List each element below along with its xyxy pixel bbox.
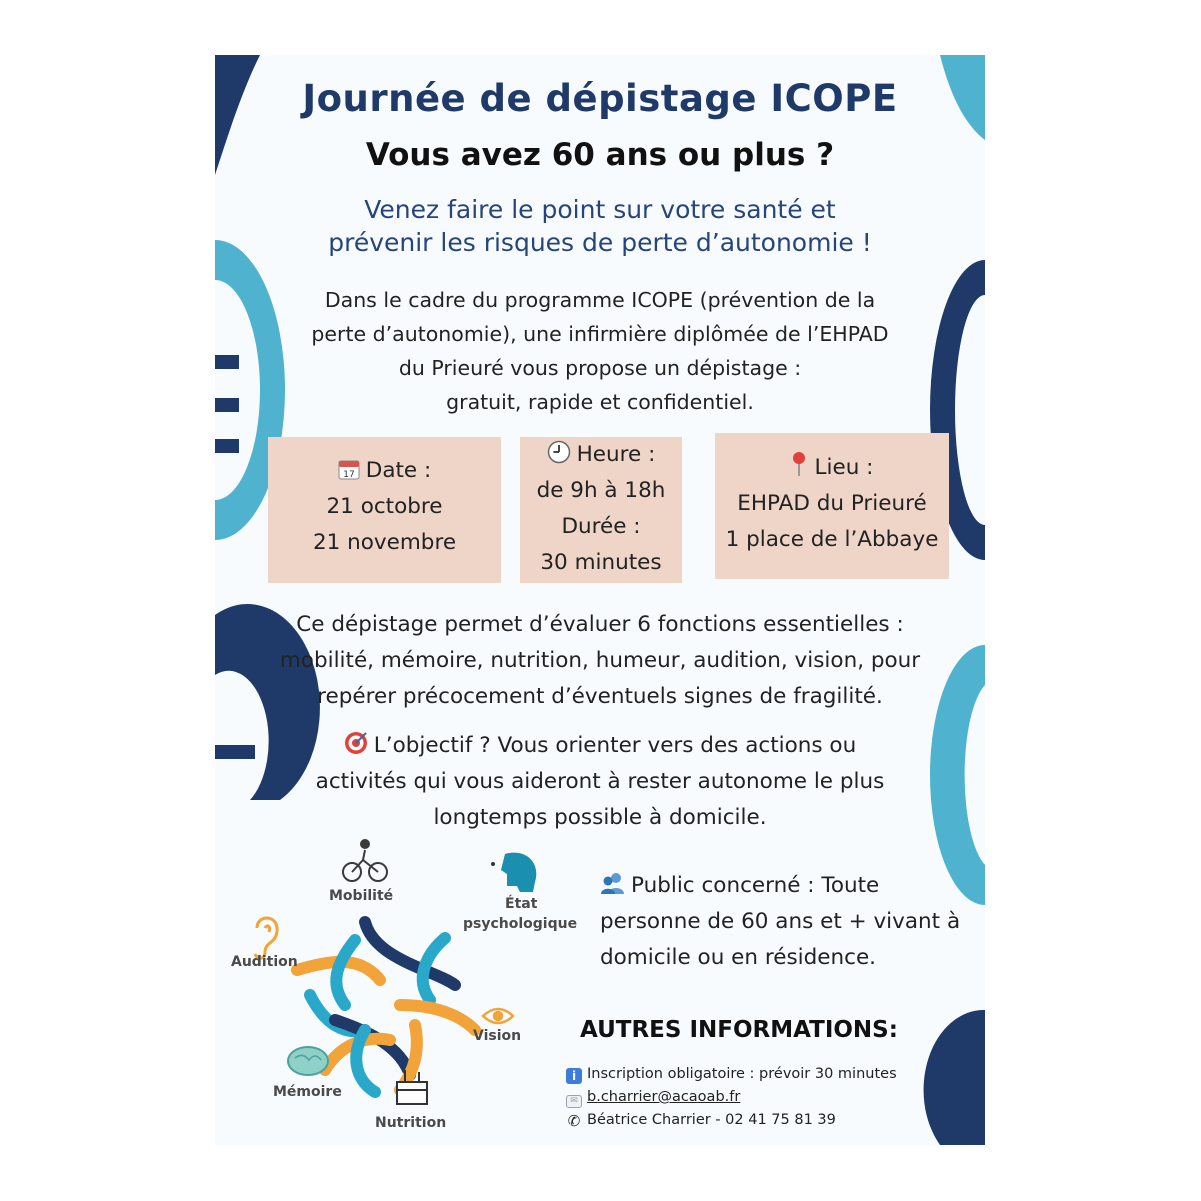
public-text-1: Public concerné : Toute — [631, 873, 880, 898]
eye-icon — [483, 1009, 513, 1023]
deco-navy-bar-left-4 — [215, 745, 255, 759]
phone-text: Béatrice Charrier - 02 41 75 81 39 — [587, 1112, 836, 1128]
intro-paragraph — [285, 283, 915, 419]
label-psychologique: psychologique — [463, 916, 578, 932]
phone-icon: ✆ — [567, 1112, 581, 1130]
other-info-title: AUTRES INFORMATIONS: — [580, 1017, 898, 1043]
functions-graphic — [215, 830, 580, 1140]
evaluation-line-3: repérer précocement d’éventuels signes de fragilité. — [317, 684, 883, 709]
objective-paragraph — [285, 728, 915, 836]
objective-line-3: longtemps possible à domicile. — [433, 805, 767, 830]
deco-navy-bar-left-2 — [215, 398, 239, 412]
label-memoire: Mémoire — [273, 1084, 342, 1100]
objective-line-1 — [285, 728, 915, 764]
time-box — [520, 437, 682, 583]
place-address: 1 place de l’Abbaye — [725, 527, 939, 552]
objective-text-1: L’objectif ? Vous orienter vers des actions ou — [373, 733, 857, 758]
evaluation-line-1: Ce dépistage permet d’évaluer 6 fonctions essentielles : — [296, 612, 904, 637]
email-info — [566, 1089, 946, 1108]
pin-icon — [791, 451, 807, 477]
public-line-3: domicile ou en résidence. — [600, 945, 877, 970]
label-audition: Audition — [231, 954, 298, 970]
date-value-2: 21 novembre — [312, 530, 457, 555]
public-paragraph — [600, 868, 970, 976]
date-value-1: 21 octobre — [326, 494, 443, 519]
place-box — [715, 433, 949, 579]
envelope-icon: ✉ — [566, 1095, 582, 1108]
ear-icon — [255, 918, 277, 958]
label-nutrition: Nutrition — [375, 1115, 447, 1131]
tagline-line-1: Venez faire le point sur votre santé et — [364, 195, 836, 224]
tagline — [255, 193, 945, 259]
public-line-1 — [600, 868, 970, 904]
date-heading — [268, 453, 501, 489]
evaluation-line-2: mobilité, mémoire, nutrition, humeur, audition, vision, pour — [279, 648, 921, 673]
objective-line-2: activités qui vous aideront à rester autonome le plus — [315, 769, 885, 794]
place-heading — [715, 450, 949, 486]
svg-text:17: 17 — [343, 470, 355, 480]
tagline-line-2: prévenir les risques de perte d’autonomie ! — [328, 228, 872, 257]
evaluation-paragraph — [265, 607, 935, 715]
duration-label: Durée : — [561, 514, 641, 539]
page-title: Journée de dépistage ICOPE — [302, 77, 898, 120]
time-value: de 9h à 18h — [536, 478, 666, 503]
time-heading — [520, 437, 682, 473]
page-subtitle: Vous avez 60 ans ou plus ? — [365, 137, 835, 173]
label-vision: Vision — [473, 1028, 522, 1044]
deco-navy-bar-left-3 — [215, 439, 239, 453]
registration-info — [566, 1066, 946, 1084]
intro-line-3: du Prieuré vous propose un dépistage : — [398, 356, 802, 380]
public-line-2: personne de 60 ans et + vivant à — [600, 909, 961, 934]
date-box — [268, 437, 501, 583]
time-label: Heure : — [576, 442, 656, 467]
deco-navy-bar-left-1 — [215, 355, 239, 369]
bike-icon — [343, 840, 387, 881]
place-name: EHPAD du Prieuré — [737, 491, 927, 516]
intro-line-2: perte d’autonomie), une infirmière diplômée de l’EHPAD — [311, 322, 889, 346]
info-icon: i — [566, 1068, 582, 1084]
head-icon — [491, 853, 536, 892]
registration-text: Inscription obligatoire : prévoir 30 minutes — [587, 1066, 897, 1082]
date-label: Date : — [365, 458, 432, 483]
label-etat: État — [505, 896, 538, 912]
functions-diagram — [215, 830, 580, 1140]
place-label: Lieu : — [814, 455, 874, 480]
arc-teal-top-left — [336, 940, 355, 1005]
duration-value: 30 minutes — [540, 550, 662, 575]
phone-info — [566, 1112, 946, 1129]
deco-teal-arc-right — [930, 645, 985, 905]
label-mobilite: Mobilité — [329, 888, 394, 904]
target-icon — [344, 731, 368, 755]
intro-line-4: gratuit, rapide et confidentiel. — [446, 390, 754, 414]
calendar-icon — [338, 458, 360, 480]
intro-line-1: Dans le cadre du programme ICOPE (prévention de la — [324, 288, 876, 312]
brain-icon — [288, 1047, 328, 1075]
people-icon — [600, 872, 626, 894]
email-link[interactable]: b.charrier@acaoab.fr — [587, 1089, 741, 1105]
clock-icon — [547, 440, 571, 464]
